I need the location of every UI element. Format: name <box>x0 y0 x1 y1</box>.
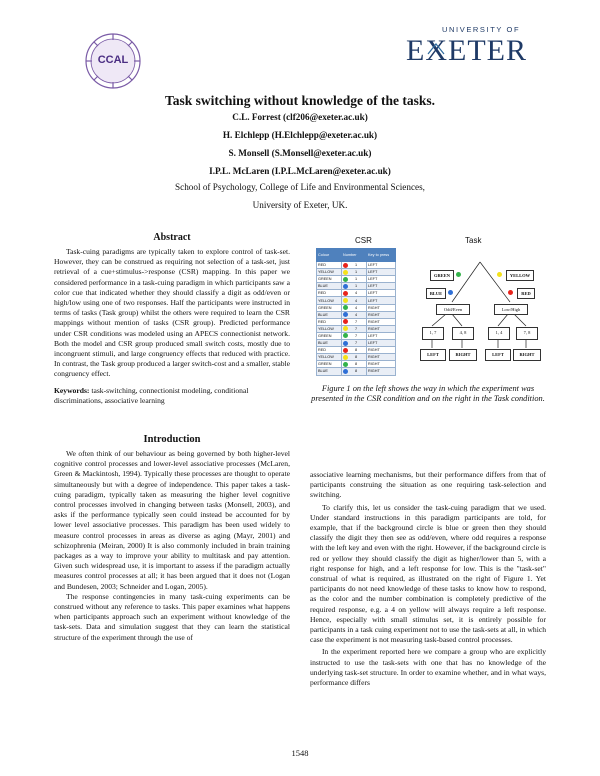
csr-cell-key: LEFT <box>367 269 396 276</box>
csr-table-row <box>317 361 396 368</box>
csr-cell-number <box>342 332 367 339</box>
keywords-label: Keywords: <box>54 385 90 395</box>
exeter-logo-top: UNIVERSITY OF <box>442 25 521 34</box>
csr-cell-colour: RED <box>317 347 342 354</box>
yellow-dot-icon <box>497 272 502 277</box>
keywords <box>54 386 290 406</box>
csr-cell-number <box>342 269 367 276</box>
csr-cell-number <box>342 361 367 368</box>
intro-paragraph-2-continued: associative learning mechanisms, but their performance differs from that of participants construing the situation as one requiring task-selection and switching. <box>310 470 546 500</box>
blue-dot-icon <box>448 290 453 295</box>
color-dot-icon <box>343 263 348 268</box>
csr-cell-key: LEFT <box>367 283 396 290</box>
csr-cell-number <box>342 318 367 325</box>
csr-number-text: 1 <box>355 277 358 282</box>
task-node-1-7: 1, 7 <box>422 327 444 340</box>
csr-number-text: 1 <box>355 263 358 268</box>
color-dot-icon <box>343 312 348 317</box>
abstract-heading: Abstract <box>153 232 191 243</box>
csr-cell-number <box>342 276 367 283</box>
csr-cell-number <box>342 325 367 332</box>
csr-table-wrap <box>316 248 396 376</box>
csr-cell-key: RIGHT <box>367 318 396 325</box>
csr-number-text: 7 <box>355 326 358 331</box>
color-dot-icon <box>343 319 348 324</box>
csr-table-row <box>317 368 396 375</box>
task-node-left-1: LEFT <box>420 349 446 361</box>
ccal-logo-text: CCAL <box>97 54 129 66</box>
csr-cell-number <box>342 304 367 311</box>
csr-cell-number <box>342 262 367 269</box>
task-node-odd-even: Odd/Even <box>436 304 470 315</box>
csr-number-text: 4 <box>355 312 358 317</box>
intro-paragraph-4: In the experiment reported here we compare a group who are explicitly instructed to use the task-sets with one that has no knowledge of the underlying task-set structure. In order to examine whether, and in what ways, performance differs <box>310 647 546 688</box>
figure-1 <box>310 234 546 444</box>
csr-number-text: 8 <box>355 355 358 360</box>
csr-cell-colour: YELLOW <box>317 354 342 361</box>
csr-number-text: 4 <box>355 291 358 296</box>
csr-table <box>316 248 396 376</box>
csr-table-row <box>317 304 396 311</box>
color-dot-icon <box>343 284 348 289</box>
csr-cell-key: RIGHT <box>367 368 396 375</box>
introduction-right <box>310 470 546 688</box>
color-dot-icon <box>343 326 348 331</box>
csr-number-text: 8 <box>355 362 358 367</box>
csr-header-colour: Colour <box>317 249 342 262</box>
abstract-text: Task-cuing paradigms are typically taken to explore control of task-set. However, they can be construed as requiring not selection of a task-set, just retrieval of a cue+stimulus->response (CSR) mapping. In this paper we considered performance in a task-cuing paradigm in which participants saw a color cue that indicated whether they should classify a digit as odd/even or high/low using one of two responses. Half the participants were instructed in terms of tasks (Task group) whilst the others were required to learn the CSR mappings without mention of tasks (CSR group). Predicted performance under CSR conditions was modeled using an APECS connectionist network. Both the model and CSR group produced small switch costs, mostly due to incongruent stimuli, and large congruency effects that reduced with practice. In contrast, the Task group produced a larger switch-cost and a smaller, stable congruency effect. <box>54 247 290 379</box>
exeter-logo <box>404 22 534 72</box>
task-node-right-1: RIGHT <box>449 349 477 361</box>
csr-cell-colour: BLUE <box>317 340 342 347</box>
intro-paragraph-2: The response contingencies in many task-cuing experiments can be construed without any reference to tasks. This paper examines what happens when participants approach such an experiment without knowledge of the task-sets. Data and simulation suggest that they can learn the statistical structure of the experiment through the use of <box>54 591 290 642</box>
csr-number-text: 4 <box>355 305 358 310</box>
csr-header-number: Number <box>342 249 367 262</box>
exeter-logo-main: EXETER <box>406 34 527 67</box>
csr-cell-number <box>342 354 367 361</box>
csr-table-row <box>317 347 396 354</box>
author-1: C.L. Forrest (clf206@exeter.ac.uk) <box>232 112 368 122</box>
csr-number-text: 7 <box>355 333 358 338</box>
csr-table-row <box>317 340 396 347</box>
csr-table-row <box>317 297 396 304</box>
page-number: 1548 <box>291 748 309 758</box>
csr-cell-colour: YELLOW <box>317 297 342 304</box>
color-dot-icon <box>343 333 348 338</box>
csr-cell-colour: RED <box>317 262 342 269</box>
task-node-yellow: YELLOW <box>506 270 534 281</box>
csr-table-row <box>317 276 396 283</box>
csr-cell-key: LEFT <box>367 297 396 304</box>
color-dot-icon <box>343 362 348 367</box>
task-node-blue: BLUE <box>426 288 446 299</box>
csr-cell-colour: GREEN <box>317 332 342 339</box>
csr-table-row <box>317 325 396 332</box>
csr-cell-key: LEFT <box>367 276 396 283</box>
task-node-red: RED <box>517 288 535 299</box>
csr-cell-number <box>342 347 367 354</box>
affiliation-line-1: School of Psychology, College of Life and Environmental Sciences, <box>175 182 425 192</box>
csr-header-key: Key to press <box>367 249 396 262</box>
csr-cell-number <box>342 340 367 347</box>
color-dot-icon <box>343 298 348 303</box>
intro-paragraph-1: We often think of our behaviour as being governed by both higher-level cognitive control processes and lower-level associative processes (McLaren, Green & Mackintosh, 1994). Typically these processes are thought to operate simultaneously but with a degree of independence. This paper takes a task-cuing paradigm, typically taken as measuring the higher level cognitive control processes involved in changing between tasks (Monsell, 2003), and asks if the performance typically seen could instead be accounted for by lower level associative processes. This paradigm has been used widely to measure control processes in areas as diverse as aging (Mayr, 2001) and schizophrenia (Meiran, 2000) It is also commonly included in brain training packages as a way to improve your ability to multitask and pay attention. Given such widespread use, it is important to assess if the paradigm actually measures control processes at all; it has been argued that it does not (Logan and Bundesen, 2003; Schneider and Logan, 2005). <box>54 449 290 591</box>
task-node-4-8: 4, 8 <box>452 327 474 340</box>
keywords-text: task-switching, connectionist modeling, conditional discriminations, associative learning <box>54 385 249 405</box>
csr-cell-colour: RED <box>317 318 342 325</box>
csr-cell-number <box>342 368 367 375</box>
csr-cell-colour: GREEN <box>317 361 342 368</box>
csr-cell-colour: RED <box>317 290 342 297</box>
introduction-heading: Introduction <box>143 434 201 445</box>
task-tree <box>418 254 546 364</box>
figure-caption: Figure 1 on the left shows the way in which the experiment was presented in the CSR condition and on the right in the Task condition. <box>311 384 545 404</box>
csr-table-row <box>317 269 396 276</box>
intro-paragraph-3: To clarify this, let us consider the task-cuing paradigm that we used. Under standard instructions in this paradigm participants are told, for example, that if the background circle is blue or green then they should classify the digit they then see as odd/even, where odd requires a response with the left key and even with the right. However, if the background circle is red or yellow they should classify the digit as higher/lower than 5, with a right response for high, and a left response for low. This is the "task-set" construal of what is required, as illustrated on the right of Figure 1. Yet participants do not need knowledge of these tasks to know how to respond, as the color and the number combination is completely predictive of the required response, e.g. a 4 on yellow will always require a left response. Hence, especially with small stimulus set, it is entirely possible for participants in a task cuing experiment not to use the task-sets at all, in which case the experiment is not measuring task-based control processes. <box>310 502 546 645</box>
introduction-left <box>54 434 290 643</box>
csr-number-text: 4 <box>355 298 358 303</box>
green-dot-icon <box>456 272 461 277</box>
task-node-green: GREEN <box>430 270 454 281</box>
color-dot-icon <box>343 341 348 346</box>
csr-cell-colour: BLUE <box>317 368 342 375</box>
task-node-left-2: LEFT <box>485 349 511 361</box>
csr-cell-key: RIGHT <box>367 311 396 318</box>
csr-number-text: 8 <box>355 369 358 374</box>
csr-cell-number <box>342 290 367 297</box>
csr-cell-colour: YELLOW <box>317 325 342 332</box>
task-node-right-2: RIGHT <box>513 349 541 361</box>
color-dot-icon <box>343 355 348 360</box>
red-dot-icon <box>508 290 513 295</box>
author-4: I.P.L. McLaren (I.P.L.McLaren@exeter.ac.uk) <box>209 166 391 176</box>
csr-number-text: 1 <box>355 270 358 275</box>
exeter-crest-icon <box>426 42 446 56</box>
csr-table-row <box>317 311 396 318</box>
figure-csr-label: CSR <box>355 236 372 245</box>
author-3: S. Monsell (S.Monsell@exeter.ac.uk) <box>228 148 372 158</box>
figure-task-label: Task <box>465 236 482 245</box>
color-dot-icon <box>343 277 348 282</box>
csr-number-text: 7 <box>355 341 358 346</box>
author-2: H. Elchlepp (H.Elchlepp@exeter.ac.uk) <box>222 130 378 140</box>
csr-cell-number <box>342 283 367 290</box>
csr-table-row <box>317 354 396 361</box>
paper-title: Task switching without knowledge of the tasks. <box>165 93 435 108</box>
csr-cell-key: RIGHT <box>367 304 396 311</box>
csr-cell-key: RIGHT <box>367 354 396 361</box>
csr-cell-colour: BLUE <box>317 311 342 318</box>
abstract-section <box>54 232 290 406</box>
csr-cell-key: LEFT <box>367 262 396 269</box>
color-dot-icon <box>343 270 348 275</box>
color-dot-icon <box>343 291 348 296</box>
csr-cell-key: LEFT <box>367 340 396 347</box>
color-dot-icon <box>343 369 348 374</box>
color-dot-icon <box>343 348 348 353</box>
csr-cell-key: RIGHT <box>367 325 396 332</box>
color-dot-icon <box>343 305 348 310</box>
csr-table-row <box>317 283 396 290</box>
csr-table-row <box>317 262 396 269</box>
csr-cell-key: RIGHT <box>367 347 396 354</box>
csr-table-row <box>317 332 396 339</box>
csr-cell-number <box>342 311 367 318</box>
task-node-1-4: 1, 4 <box>488 327 510 340</box>
csr-cell-key: LEFT <box>367 290 396 297</box>
task-node-low-high: Low/High <box>494 304 528 315</box>
csr-cell-colour: BLUE <box>317 283 342 290</box>
csr-table-row <box>317 290 396 297</box>
csr-cell-colour: YELLOW <box>317 269 342 276</box>
task-node-7-8: 7, 8 <box>516 327 538 340</box>
csr-cell-colour: GREEN <box>317 276 342 283</box>
csr-cell-key: LEFT <box>367 332 396 339</box>
csr-number-text: 7 <box>355 319 358 324</box>
affiliation-line-2: University of Exeter, UK. <box>252 200 348 210</box>
csr-cell-number <box>342 297 367 304</box>
csr-number-text: 8 <box>355 348 358 353</box>
csr-number-text: 1 <box>355 284 358 289</box>
csr-cell-colour: GREEN <box>317 304 342 311</box>
csr-cell-key: RIGHT <box>367 361 396 368</box>
csr-table-row <box>317 318 396 325</box>
ccal-logo <box>84 32 142 90</box>
